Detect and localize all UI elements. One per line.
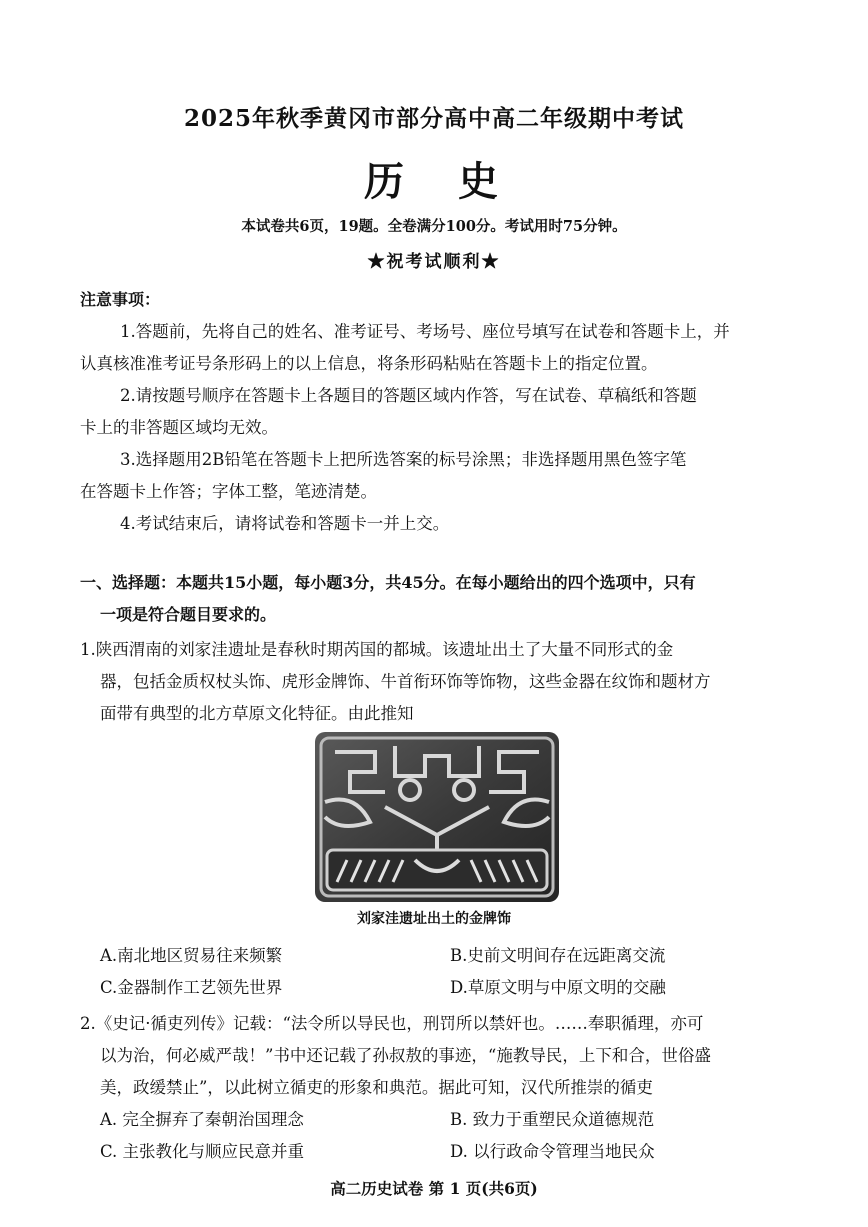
section-1-title-line-1: 一、选择题：本题共15小题，每小题3分，共45分。在每小题给出的四个选项中，只有 — [80, 573, 696, 592]
q2-stem-line-1: 2.《史记·循吏列传》记载：“法令所以导民也，刑罚所以禁奸也。……奉职循理，亦可 — [80, 1014, 704, 1033]
notice-item-2-line-1: 2.请按题号顺序在答题卡上各题目的答题区域内作答，写在试卷、草稿纸和答题 — [120, 386, 697, 405]
gold-plaque-illustration — [315, 732, 559, 902]
notice-heading: 注意事项： — [80, 290, 161, 309]
q1-option-d: D.草原文明与中原文明的交融 — [450, 978, 666, 997]
gold-plaque-image — [315, 732, 559, 902]
q2-option-d: D. 以行政命令管理当地民众 — [450, 1142, 655, 1161]
q1-stem-line-2: 器，包括金质权杖头饰、虎形金牌饰、牛首衔环饰等饰物，这些金器在纹饰和题材方 — [100, 672, 711, 691]
section-1-title-line-2: 一项是符合题目要求的。 — [100, 605, 277, 624]
figure-caption: 刘家洼遗址出土的金牌饰 — [357, 911, 511, 927]
notice-item-3-line-1: 3.选择题用2B铅笔在答题卡上把所选答案的标号涂黑；非选择题用黑色签字笔 — [120, 450, 687, 469]
q1-stem-line-1: 1.陕西渭南的刘家洼遗址是春秋时期芮国的都城。该遗址出土了大量不同形式的金 — [80, 640, 674, 659]
page-footer: 高二历史试卷 第 1 页(共6页) — [330, 1179, 538, 1198]
q2-option-b: B. 致力于重塑民众道德规范 — [450, 1110, 655, 1129]
good-luck-banner: ★祝考试顺利★ — [367, 252, 501, 272]
q1-option-a: A.南北地区贸易往来频繁 — [100, 946, 283, 965]
subject-title — [0, 150, 868, 207]
exam-info: 本试卷共6页，19题。全卷满分100分。考试用时75分钟。 — [241, 218, 627, 235]
q1-stem-line-3: 面带有典型的北方草原文化特征。由此推知 — [100, 704, 414, 723]
q2-stem-line-2: 以为治，何必威严哉！”书中还记载了孙叔敖的事迹，“施教导民，上下和合，世俗盛 — [100, 1046, 711, 1065]
q1-option-c: C.金器制作工艺领先世界 — [100, 978, 283, 997]
notice-item-1-line-1: 1.答题前，先将自己的姓名、准考证号、考场号、座位号填写在试卷和答题卡上，并 — [120, 322, 730, 341]
q1-option-b: B.史前文明间存在远距离交流 — [450, 946, 666, 965]
q2-option-c: C. 主张教化与顺应民意并重 — [100, 1142, 305, 1161]
subject-char-1: 历 — [364, 158, 410, 205]
notice-item-3-line-2: 在答题卡上作答；字体工整，笔迹清楚。 — [80, 482, 377, 501]
subject-char-2: 史 — [458, 158, 504, 205]
notice-item-4: 4.考试结束后，请将试卷和答题卡一并上交。 — [120, 514, 450, 533]
notice-item-1-line-2: 认真核准准考证号条形码上的以上信息，将条形码粘贴在答题卡上的指定位置。 — [80, 354, 658, 373]
q2-stem-line-3: 美，政缓禁止”，以此树立循吏的形象和典范。据此可知，汉代所推崇的循吏 — [100, 1078, 653, 1097]
exam-title: 2025年秋季黄冈市部分高中高二年级期中考试 — [183, 105, 684, 132]
q2-option-a: A. 完全摒弃了秦朝治国理念 — [100, 1110, 304, 1129]
notice-item-2-line-2: 卡上的非答题区域均无效。 — [80, 418, 278, 437]
